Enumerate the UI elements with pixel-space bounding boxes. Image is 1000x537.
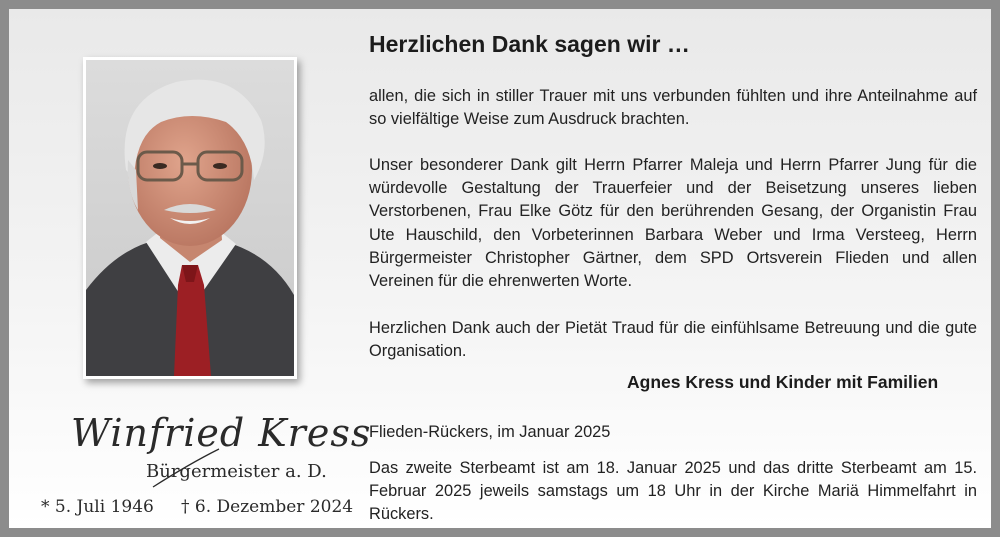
place-date: Flieden-Rückers, im Januar 2025 <box>369 423 611 441</box>
death-date: † 6. Dezember 2024 <box>181 497 354 517</box>
portrait-illustration <box>86 60 294 376</box>
paragraph-thanks: Unser besonderer Dank gilt Herrn Pfarrer Maleja und Herrn Pfarrer Jung für die würdevolle Gestaltung der Trauerfeier und der Beisetzung unseres lieben Verstorbenen, Frau Elke Götz für den berührenden Gesang, der Organistin Frau Ute Hauschild, den Vorbeterinnen Barbara Weber und Irma Versteeg, Herrn Bürgermeister Christopher Gärtner, dem SPD Ortsverein Flieden und allen Vereinen für die ehrenwerten Worte. <box>369 156 977 291</box>
family-signoff: Agnes Kress und Kinder mit Familien <box>627 372 939 392</box>
deceased-name-signature: Winfried Kress <box>71 411 372 455</box>
service-info: Das zweite Sterbeamt ist am 18. Januar 2025 und das dritte Sterbeamt am 15. Februar 2025 jeweils samstags um 18 Uhr in der Kirche Mariä Himmelfahrt in Rückers. <box>369 459 977 524</box>
paragraph-funeral-home: Herzlichen Dank auch der Pietät Traud für die einfühlsame Betreuung und die gute Organisation. <box>369 319 977 361</box>
portrait-photo <box>83 57 297 379</box>
paragraph-intro: allen, die sich in stiller Trauer mit uns verbunden fühlten und ihre Anteilnahme auf so vielfältige Weise zum Ausdruck brachten. <box>369 87 977 129</box>
birth-date: * 5. Juli 1946 <box>41 497 154 517</box>
notice-heading: Herzlichen Dank sagen wir … <box>369 31 690 57</box>
deceased-title: Bürgermeister a. D. <box>146 461 327 482</box>
